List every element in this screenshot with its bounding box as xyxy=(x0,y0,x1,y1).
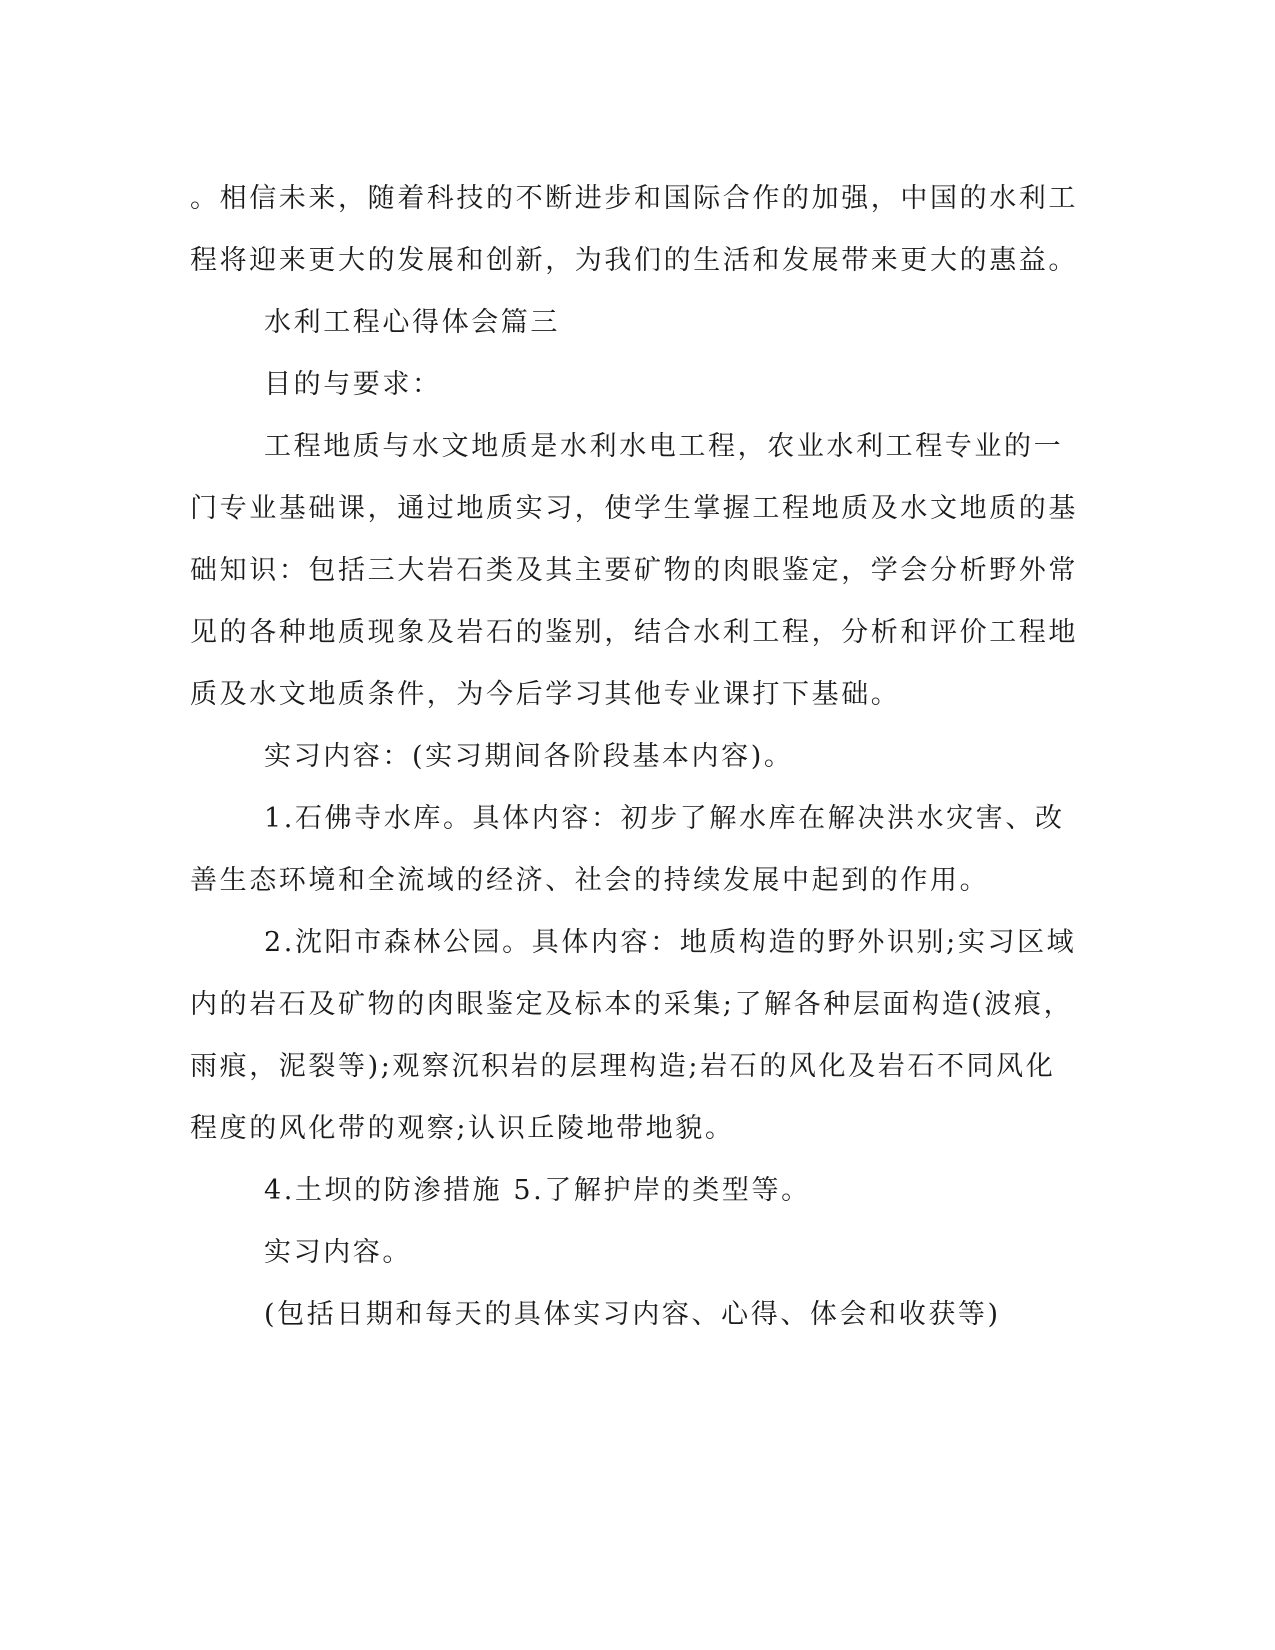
paragraph-purpose-body: 工程地质与水文地质是水利水电工程，农业水利工程专业的一门专业基础课，通过地质实习，使学生掌握工程地质及水文地质的基础知识：包括三大岩石类及其主要矿物的肉眼鉴定，学会分析野外常见的各种地质现象及岩石的鉴别，结合水利工程，分析和评价工程地质及水文地质条件，为今后学习其他专业课打下基础。 xyxy=(190,431,1078,710)
paragraph-continuation: 。相信未来，随着科技的不断进步和国际合作的加强，中国的水利工程将迎来更大的发展和创新，为我们的生活和发展带来更大的惠益。 xyxy=(190,183,1078,276)
paragraph-content-label-2: 实习内容。 xyxy=(264,1237,412,1268)
paragraph-item-2: 2.沈阳市森林公园。具体内容：地质构造的野外识别;实习区域内的岩石及矿物的肉眼鉴定及标本的采集;了解各种层面构造(波痕，雨痕，泥裂等);观察沉积岩的层理构造;岩石的风化及岩石不同风化程度的风化带的观察;认识丘陵地带地貌。 xyxy=(190,927,1077,1144)
paragraph-purpose-label: 目的与要求： xyxy=(264,369,442,400)
paragraph-item-4-5: 4.土坝的防渗措施 5.了解护岸的类型等。 xyxy=(264,1175,811,1206)
document-body xyxy=(190,168,1080,1346)
paragraph-content-label: 实习内容：(实习期间各阶段基本内容)。 xyxy=(264,741,794,772)
paragraph-item-1: 1.石佛寺水库。具体内容：初步了解水库在解决洪水灾害、改善生态环境和全流域的经济、社会的持续发展中起到的作用。 xyxy=(190,803,1065,896)
paragraph-content-note: (包括日期和每天的具体实习内容、心得、体会和收获等) xyxy=(264,1299,1001,1330)
section-heading: 水利工程心得体会篇三 xyxy=(264,307,560,338)
